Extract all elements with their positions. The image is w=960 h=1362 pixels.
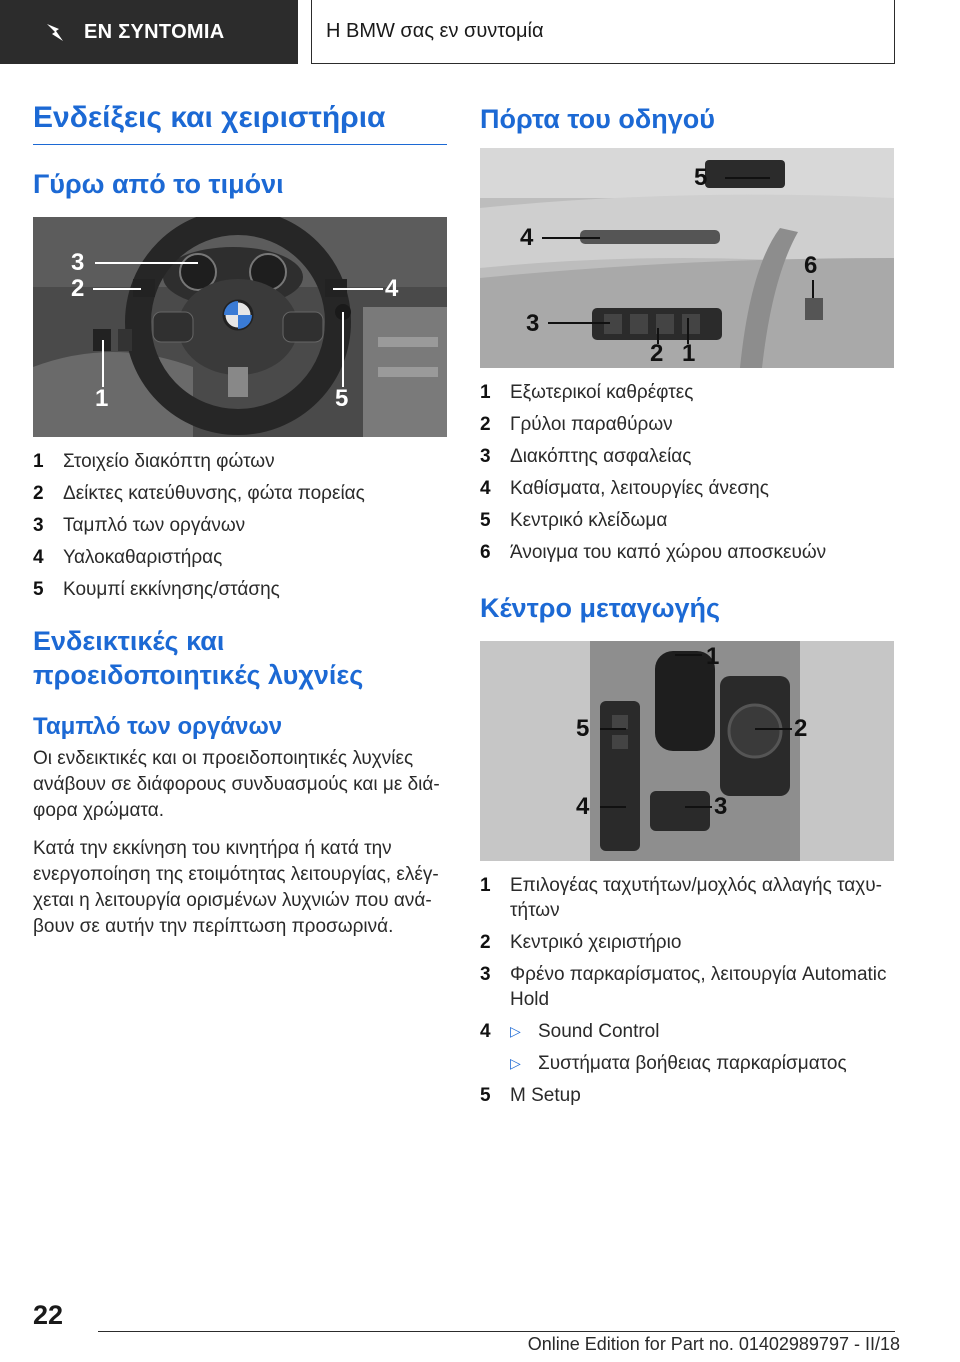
- door-heading: Πόρτα του οδηγού: [480, 104, 715, 134]
- chapter-title-text: Η BMW σας εν συντομία: [326, 20, 544, 42]
- center-console-photo: [480, 641, 894, 861]
- console-callout-2: 2: [794, 715, 808, 742]
- door-callout-2: 2: [650, 340, 664, 367]
- door-callout-6: 6: [804, 252, 818, 279]
- door-callout-4: 4: [520, 224, 534, 251]
- console-legend: [480, 873, 894, 1108]
- list-item: 2 Γρύλοι παραθύρων: [480, 414, 673, 435]
- list-item: 4 Καθίσματα, λειτουργίες άνεσης: [480, 478, 769, 499]
- list-item: 1 Εξωτερικοί καθρέφτες: [480, 382, 694, 403]
- console-callout-4: 4: [576, 793, 590, 820]
- list-item: 4 ▷ Sound Control: [480, 1021, 660, 1042]
- chapter-title: [311, 0, 895, 64]
- list-item: 1 Στοιχείο διακόπτη φώτων: [33, 451, 275, 472]
- door-callout-1: 1: [682, 340, 696, 367]
- list-item: 1 Επιλογέας ταχυτήτων/μοχλός αλλαγής ταχυτήτων: [480, 875, 882, 921]
- list-item: ▷ Συστήματα βοήθειας παρκαρίσματος: [510, 1053, 847, 1074]
- triangle-bullet-icon: ▷: [510, 1055, 521, 1071]
- list-item: 2 Κεντρικό χειριστήριο: [480, 932, 682, 953]
- list-item: 3 Διακόπτης ασφαλείας: [480, 446, 692, 467]
- right-column: [480, 98, 894, 1115]
- section-tab[interactable]: [0, 0, 298, 64]
- steering-wheel-photo: [33, 217, 447, 437]
- console-callout-1: 1: [706, 643, 720, 670]
- left-column: [33, 98, 447, 952]
- list-item: 4 Υαλοκαθαριστήρας: [33, 547, 223, 568]
- door-callout-5: 5: [694, 164, 708, 191]
- steering-callout-4: 4: [385, 275, 399, 302]
- steering-heading: Γύρω από το τιμόνι: [33, 169, 284, 199]
- instrument-cluster-heading: Ταμπλό των οργάνων: [33, 713, 283, 740]
- lamps-heading: Ενδεικτικές και προειδοποιητικές λυχνίες: [33, 626, 364, 690]
- steering-callout-3: 3: [71, 249, 85, 276]
- footer-edition: Online Edition for Part no. 01402989797 - II/18: [527, 1334, 900, 1354]
- footer-rule: [98, 1331, 895, 1332]
- page-number: 22: [33, 1300, 64, 1330]
- list-item: 2 Δείκτες κατεύθυνσης, φώτα πορείας: [33, 483, 365, 504]
- console-callout-5: 5: [576, 715, 590, 742]
- lamps-paragraph-2: Κατά την εκκίνηση του κινητήρα ή κατά την ενεργοποίηση της ετοιμότητας λειτουργίας, ελέγχεται η λειτουργία ορισμένων λυχνιών που ανάβουν σε αυτήν την περίπτωση προσωρινά.: [33, 838, 439, 937]
- list-item: 5 M Setup: [480, 1085, 581, 1106]
- lamps-paragraph-1: Οι ενδεικτικές και οι προειδοποιητικές λυχνίες ανάβουν σε διάφορους συνδυασμούς και με διάφορα χρώματα.: [33, 748, 440, 821]
- steering-callout-2: 2: [71, 275, 85, 302]
- section-rule: [33, 144, 447, 145]
- list-item: 6 Άνοιγμα του καπό χώρου αποσκευών: [480, 542, 827, 563]
- section-tab-label: ΕΝ ΣΥΝΤΟΜΙΑ: [84, 20, 225, 43]
- section-heading: Ενδείξεις και χειριστήρια: [33, 101, 386, 134]
- list-item: 5 Κουμπί εκκίνησης/στάσης: [33, 579, 280, 600]
- driver-door-photo: [480, 148, 894, 368]
- console-callout-3: 3: [714, 793, 728, 820]
- lightning-arrow-icon: [44, 21, 66, 43]
- steering-callout-5: 5: [335, 385, 349, 412]
- steering-callout-1: 1: [95, 385, 109, 412]
- door-legend: [480, 380, 894, 565]
- door-callout-3: 3: [526, 310, 540, 337]
- list-item: 3 Ταμπλό των οργάνων: [33, 515, 246, 536]
- console-heading: Κέντρο μεταγωγής: [480, 593, 721, 623]
- triangle-bullet-icon: ▷: [510, 1023, 521, 1039]
- list-item: 3 Φρένο παρκαρίσματος, λειτουργία Automatic Hold: [480, 964, 887, 1010]
- list-item: 5 Κεντρικό κλείδωμα: [480, 510, 668, 531]
- steering-legend: [33, 449, 447, 602]
